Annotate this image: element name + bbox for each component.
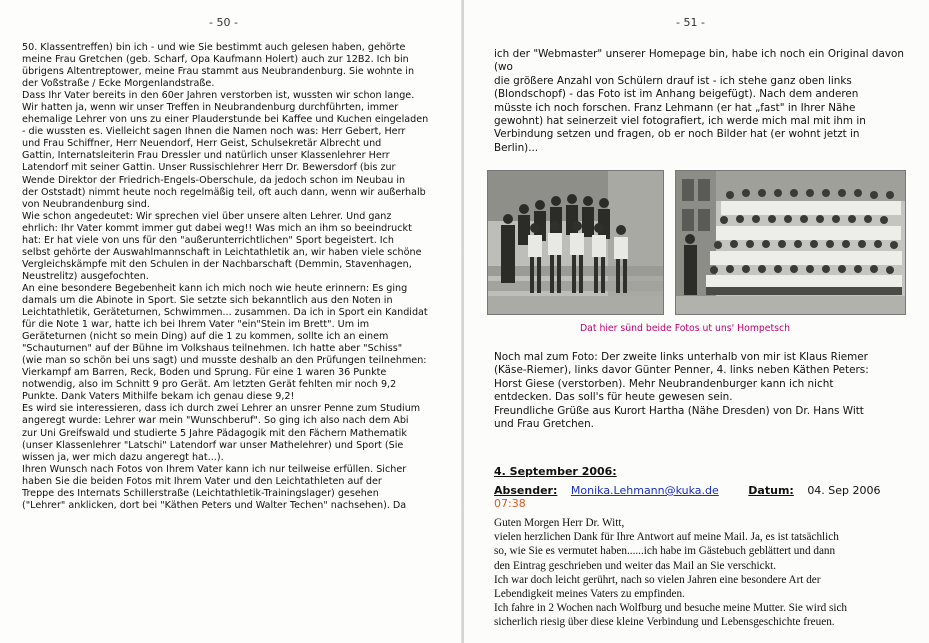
text-line: Guten Morgen Herr Dr. Witt,	[494, 517, 625, 529]
text-line: Berlin)...	[494, 141, 539, 154]
text-line: Vierkampf am Barren, Reck, Boden und Sprung. Für eine 1 waren 36 Punkte	[22, 367, 387, 379]
text-line: Noch mal zum Foto: Der zweite links unterhalb von mir ist Klaus Riemer	[494, 351, 868, 363]
text-line: gewohnt) hat seinerzeit viel fotografiert, ich werde mich mal mit ihm in	[494, 115, 866, 128]
text-line: und Frau Gretchen.	[494, 418, 594, 431]
text-line: für die Note 1 war, hatte ich bei Ihrem Vater "ein"Stein im Brett". Um im	[22, 319, 370, 331]
right-middle-text	[494, 351, 904, 431]
text-line: ("Lehrer" anklicken, dort bei "Käthen Peters und Walter Techen" nachsehen). Da	[22, 499, 407, 511]
page-number-right: - 51 -	[676, 16, 705, 29]
text-line: Wir hatten ja, wenn wir unser Treffen in Neubrandenburg durchführten, immer	[22, 102, 399, 114]
text-line: An eine besondere Begebenheit kann ich mich noch wie heute erinnern: Es ging	[22, 282, 408, 294]
text-line: wissen ja, wer mich dazu angeregt hat...).	[22, 451, 224, 463]
text-line: entdecken. Das soll's für heute gewesen sein.	[494, 391, 733, 404]
email-header	[494, 484, 904, 510]
date-value: 04. Sep 2006	[807, 484, 881, 497]
text-line: Geräteturnen (nicht so mein Ding) auf die 1 zu kommen, sollte ich an einem	[22, 331, 389, 343]
text-line: der Voßstraße / Ecke Morgenlandstraße.	[22, 78, 215, 90]
date-label: Datum:	[748, 484, 794, 497]
text-line: Vergleichskämpfe mit den Schulen in der Nachbarschaft (Demmin, Stavenhagen,	[22, 258, 412, 270]
text-line: notwendig, also im Schnitt 9 pro Gerät. Am letzten Gerät fehlten mir noch 9,2	[22, 379, 397, 391]
text-line: - die wussten es. Vielleicht sagen Ihnen die Namen noch was: Herr Gebert, Herr	[22, 126, 406, 138]
photo-student-group	[675, 170, 906, 315]
text-line: Dass Ihr Vater bereits in den 60er Jahren verstorben ist, wussten wir schon lange.	[22, 90, 415, 102]
text-line: Verbindung setzen und fragen, ob er noch Bilder hat (er wohnt jetzt in	[494, 128, 860, 141]
text-line: meine Frau Gretchen (geb. Scharf, Opa Kaufmann Holert) auch zur 12B2. Ich bin	[22, 54, 409, 66]
text-line: die größere Anzahl von Schülern drauf ist - ich stehe ganz oben links	[494, 74, 852, 87]
text-line: Ihren Wunsch nach Fotos von Ihrem Vater kann ich nur teilweise erfüllen. Sicher	[22, 463, 407, 475]
text-line: Ich fahre in 2 Wochen nach Wolfburg und besuche meine Mutter. Sie wird sich	[494, 602, 847, 615]
text-line: hat: Er hat viele von uns für den "außerunterrichtlichen" Sport begeistert. Ich	[22, 234, 394, 246]
text-line: Leichtathletik, Geräteturnen, Schwimmen... zusammen. Da ich in Sport ein Kandidat	[22, 307, 428, 319]
text-line: ehrlich: Ihr Vater kommt immer gut dabei weg!! Was mich an ihm so beeindruckt	[22, 222, 412, 234]
photo-teacher-athletes-image	[488, 171, 663, 314]
text-line: vielen herzlichen Dank für Ihre Antwort auf meine Mail. Ja, es ist tatsächlich	[494, 531, 839, 544]
time-value: 07:38	[494, 497, 526, 510]
text-line: Punkte. Dank Vaters Mithilfe bekam ich genau diese 9,2!	[22, 391, 295, 403]
text-line: Neustrelitz) ausgefochten.	[22, 270, 149, 282]
text-line: Horst Giese (verstorben). Mehr Neubrandenburger kann ich nicht	[494, 377, 834, 390]
left-page-text	[22, 42, 442, 512]
right-top-text	[494, 48, 904, 155]
text-line: Gattin, Internatsleiterin Frau Dressler und natürlich unser Klassenlehrer Herr	[22, 150, 390, 162]
text-line: Wende Direktor der Friedrich-Engels-Oberschule, da jedoch schon im Neubau in	[22, 174, 406, 186]
text-line: Ich war doch leicht gerührt, nach so vielen Jahren eine besondere Art der	[494, 573, 821, 586]
text-line: ehemalige Lehrer von uns zu einer Plauderstunde bei Kaffee und Kuchen eingeladen	[22, 114, 429, 126]
sender-label: Absender:	[494, 484, 558, 497]
right-page	[464, 0, 929, 643]
photo-student-group-image	[676, 171, 905, 314]
text-line: "Schauturnen" auf der Bühne im Volkshaus teilnehmen. Ich hatte aber "Schiss"	[22, 343, 403, 355]
text-line: angeregt wurde: Lehrer war mein "Wunschberuf". So ging ich also nach dem Abi	[22, 415, 409, 427]
text-line: den Eintrag geschrieben und weiter das Mail an Sie verschickt.	[494, 559, 777, 572]
text-line: von Neubrandenburg sind.	[22, 198, 150, 210]
text-line: Latendorf mit seiner Gattin. Unser Russischlehrer Herr Dr. Bewersdorf (bis zur	[22, 162, 396, 174]
text-line: 50. Klassentreffen) bin ich - und wie Sie bestimmt auch gelesen haben, gehörte	[22, 42, 406, 53]
photo-teacher-athletes	[487, 170, 664, 315]
text-line: selbst gehörte der Auswahlmannschaft in Leichtathletik an, wir haben viele schöne	[22, 246, 422, 258]
text-line: übrigens Altentreptower, meine Frau stammt aus Neubrandenburg. Sie wohnte in	[22, 66, 415, 78]
text-line: Treppe des Internats Schillerstraße (Leichtathletik-Trainingslager) gesehen	[22, 487, 379, 499]
page-number-left: - 50 -	[209, 16, 238, 29]
sender-email-link[interactable]: Monika.Lehmann@kuka.de	[570, 484, 719, 497]
date-heading: 4. September 2006:	[494, 465, 617, 478]
text-line: der Oststadt) nimmt heute noch regelmäßig teil, oft auch dann, wenn wir außerhalb	[22, 186, 426, 198]
photo-caption: Dat hier sünd beide Fotos ut uns' Hompetsch	[580, 323, 791, 334]
photo-row	[487, 170, 906, 313]
text-line: sicherlich riesig über diese kleine Verbindung und Lebensgeschichte freuen.	[494, 616, 835, 629]
text-line: müsste ich noch forschen. Franz Lehmann (er hat „fast" in Ihrer Nähe	[494, 101, 856, 114]
text-line: ich der "Webmaster" unserer Homepage bin, habe ich noch ein Original davon (wo	[494, 48, 904, 74]
text-line: Lebendigkeit meines Vaters zu empfinden.	[494, 588, 685, 601]
text-line: (Käse-Riemer), links davor Günter Penner, 4. links neben Käthen Peters:	[494, 364, 869, 377]
text-line: (unser Klassenlehrer "Latschi" Latendorf war unser Mathelehrer) und Sport (Sie	[22, 439, 404, 451]
text-line: Wie schon angedeutet: Wir sprechen viel über unsere alten Lehrer. Und ganz	[22, 210, 392, 222]
text-line: so, wie Sie es vermutet haben......ich habe im Gästebuch geblättert und dann	[494, 545, 836, 558]
text-line: (Blondschopf) - das Foto ist im Anhang beigefügt). Nach dem anderen	[494, 88, 859, 101]
text-line: (wie man so schön bei uns sagt) und musste deshalb an den Prüfungen teilnehmen:	[22, 355, 427, 367]
text-line: Es wird sie interessieren, dass ich durch zwei Lehrer an unsrer Penne zum Studium	[22, 403, 421, 415]
text-line: damals um die Abinote in Sport. Sie setzte sich bekanntlich aus den Noten in	[22, 294, 393, 306]
left-page	[0, 0, 463, 643]
text-line: Freundliche Grüße aus Kurort Hartha (Nähe Dresden) von Dr. Hans Witt	[494, 404, 864, 417]
text-line: zur Uni Greifswald und studierte 5 Jahre Pädagogik mit den Fächern Mathematik	[22, 427, 407, 439]
text-line: haben Sie die beiden Fotos mit Ihrem Vater und den Leichtathleten auf der	[22, 475, 382, 487]
text-line: und Frau Schiffner, Herr Neuendorf, Herr Geist, Schulsekretär Albrecht und	[22, 138, 382, 150]
letter-text	[494, 516, 906, 630]
